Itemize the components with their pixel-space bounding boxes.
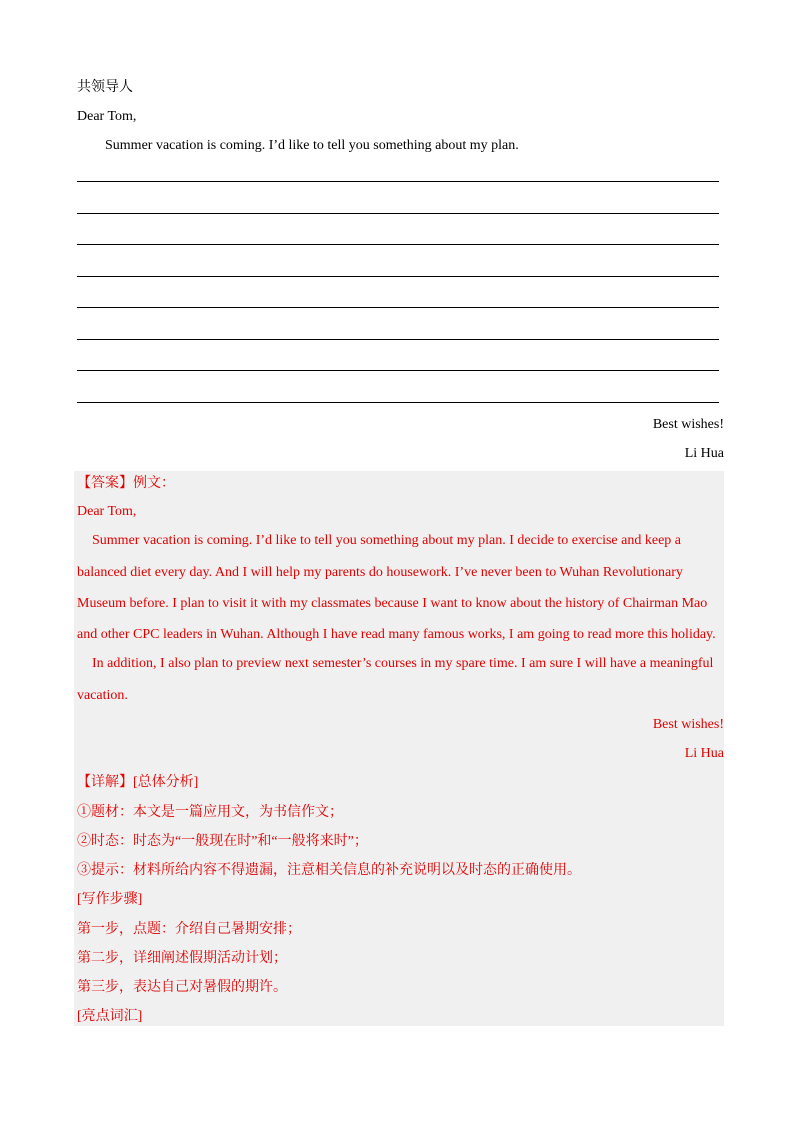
vocab-heading: [亮点词汇] [77,1009,143,1024]
answer-line: and other CPC leaders in Wuhan. Although I have read many famous works, I am going to read more this holiday. [77,627,716,642]
step-item: 第一步，点题：介绍自己暑期安排； [77,922,301,937]
writing-line [77,339,719,340]
writing-line [77,244,719,245]
answer-panel [74,471,724,1026]
letter-signature: Li Hua [684,446,724,461]
letter-closing: Best wishes! [652,417,724,432]
analysis-point: ②时态：时态为“一般现在时”和“一般将来时”； [77,834,368,849]
answer-line: In addition, I also plan to preview next semester’s courses in my spare time. I am sure I will have a meaningful [92,656,714,671]
steps-heading: [写作步骤] [77,892,143,907]
answer-line: vacation. [77,688,128,703]
analysis-point: ③提示：材料所给内容不得遗漏，注意相关信息的补充说明以及时态的正确使用。 [77,863,581,878]
analysis-point: ①题材：本文是一篇应用文，为书信作文； [77,805,343,820]
writing-line [77,307,719,308]
letter-opening: Summer vacation is coming. I’d like to tell you something about my plan. [105,138,519,153]
writing-line [77,181,719,182]
answer-line: Museum before. I plan to visit it with my classmates because I want to know about the history of Chairman Mao [77,596,708,611]
answer-line: Summer vacation is coming. I’d like to tell you something about my plan. I decide to exercise and keep a [92,533,682,548]
writing-line [77,276,719,277]
writing-line [77,402,719,403]
answer-greeting: Dear Tom, [77,504,137,519]
answer-closing: Best wishes! [652,717,724,732]
writing-line [77,213,719,214]
letter-greeting: Dear Tom, [77,109,137,124]
writing-line [77,370,719,371]
section-title: 共领导人 [77,80,133,95]
answer-line: balanced diet every day. And I will help my parents do housework. I’ve never been to Wuhan Revolutionary [77,565,683,580]
step-item: 第三步，表达自己对暑假的期许。 [77,980,287,995]
answer-heading: 【答案】例文： [77,476,175,491]
analysis-heading: 【详解】[总体分析] [77,775,199,790]
answer-signature: Li Hua [684,746,724,761]
step-item: 第二步，详细阐述假期活动计划； [77,951,287,966]
